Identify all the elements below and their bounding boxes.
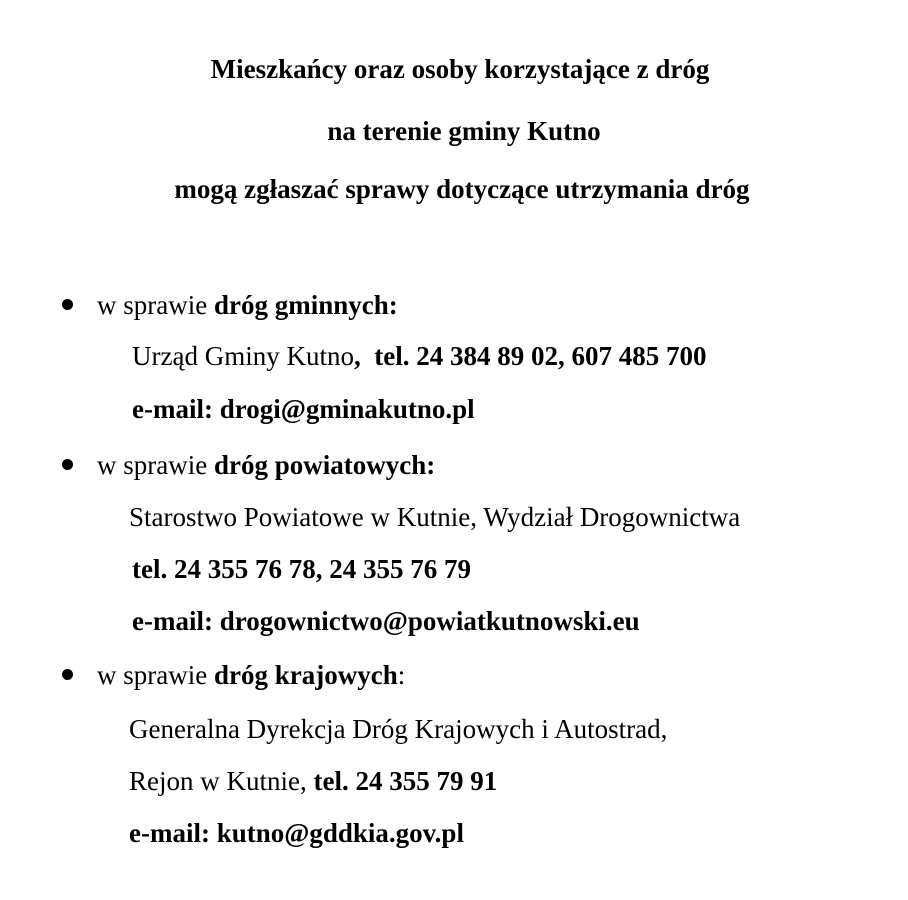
krajowe-email-line xyxy=(129,818,464,848)
gminne-email-line xyxy=(132,394,475,424)
section-category: dróg gminnych: xyxy=(213,290,398,320)
krajowe-institution: Generalna Dyrekcja Dróg Krajowych i Autostrad, xyxy=(129,714,668,744)
section-powiatowe-heading-text xyxy=(97,450,435,480)
powiatowe-email-line xyxy=(132,606,640,636)
bullet-icon xyxy=(62,669,73,680)
powiatowe-phone: tel. 24 355 76 78, 24 355 76 79 xyxy=(132,554,471,584)
section-prefix: w sprawie xyxy=(97,450,214,480)
krajowe-branch: Rejon w Kutnie, xyxy=(129,766,314,796)
section-prefix: w sprawie xyxy=(97,290,214,320)
section-category: dróg krajowych xyxy=(213,660,398,690)
bullet-icon xyxy=(62,459,73,470)
gminne-email: e-mail: drogi@gminakutno.pl xyxy=(132,394,475,424)
title-line-2: na terenie gminy Kutno xyxy=(327,116,601,146)
title-line-1: Mieszkańcy oraz osoby korzystające z dróg xyxy=(210,54,710,84)
title-line-3: mogą zgłaszać sprawy dotyczące utrzymania dróg xyxy=(174,174,750,204)
powiatowe-phone-line xyxy=(132,554,471,584)
section-category: dróg powiatowych: xyxy=(213,450,436,480)
krajowe-branch-line xyxy=(129,766,497,796)
gminne-phone: tel. 24 384 89 02, 607 485 700 xyxy=(374,341,707,371)
krajowe-phone: tel. 24 355 79 91 xyxy=(313,766,498,796)
powiatowe-institution: Starostwo Powiatowe w Kutnie, Wydział Drogownictwa xyxy=(129,502,741,532)
krajowe-email: e-mail: kutno@gddkia.gov.pl xyxy=(129,818,464,848)
section-krajowe-heading-text xyxy=(97,660,405,690)
gminne-institution: Urząd Gminy Kutno xyxy=(132,341,354,371)
powiatowe-email: e-mail: drogownictwo@powiatkutnowski.eu xyxy=(132,606,640,636)
section-suffix: : xyxy=(397,660,406,690)
section-prefix: w sprawie xyxy=(97,660,214,690)
gminne-contact-line xyxy=(132,341,706,371)
section-gminne-heading-text xyxy=(97,290,398,320)
gminne-separator: , xyxy=(353,341,375,371)
bullet-icon xyxy=(62,299,73,310)
